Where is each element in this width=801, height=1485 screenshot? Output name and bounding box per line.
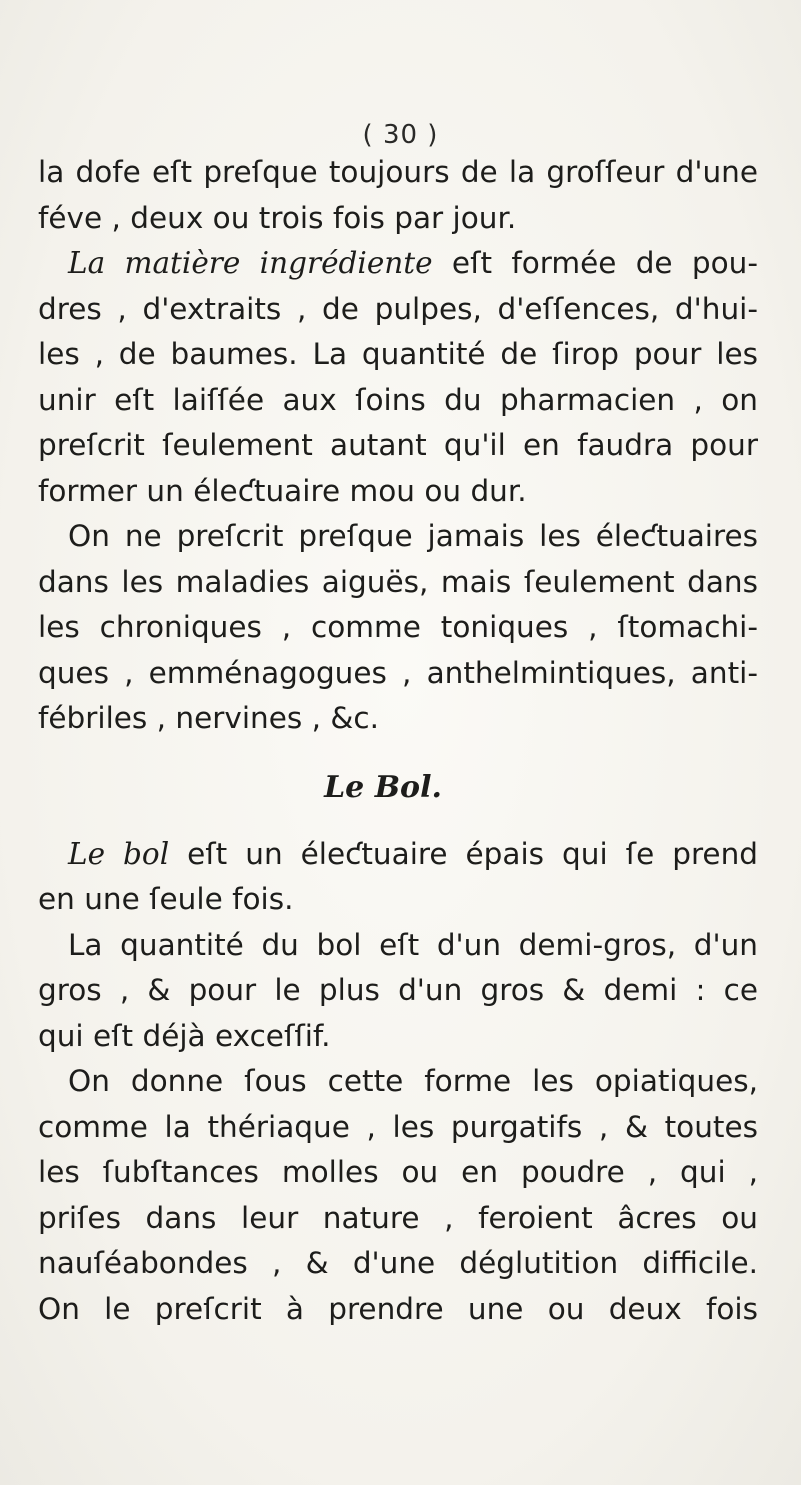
text-line: unir eſt laiſſée aux ſoins du pharmacien , on [38,382,758,417]
text-line: fébriles , nervines , &c. [38,701,380,735]
italic-term: La matière ingrédiente [68,246,433,280]
text-line: les chroniques , comme toniques , ſtomachi- [38,610,758,644]
text-line: la dofe eſt preſque toujours de la groſſeur d'une [38,155,758,189]
text-line: preſcrit ſeulement autant qu'il en faudra pour [38,428,758,462]
text-line: priſes dans leur nature , feroient âcres ou [38,1200,758,1235]
heading-spacer [38,810,758,832]
text-line: Le bol eſt un éleƈtuaire épais qui ſe prend [68,836,758,871]
italic-term: Le bol [68,836,170,871]
text-line: en une ſeule fois. [38,882,294,916]
text-line: qui eſt déjà exceſſif. [38,1018,331,1053]
text-line: ques , emménagogues , anthelmintiques, anti- [38,655,758,690]
body-text [38,150,758,1332]
text-line-italic-start: La matière ingrédiente eſt formée de pou- [68,246,758,280]
page-number: ( 30 ) [362,120,439,150]
text-line: les ſubſtances molles ou en poudre , qui , [38,1155,758,1189]
text-line: On donne ſous cette forme les opiatiques, [68,1064,758,1098]
text-line: former un éleƈtuaire mou ou dur. [38,473,527,508]
text-line: comme la thériaque , les purgatifs , & toutes [38,1109,758,1144]
text-line: On ne preſcrit preſque jamais les éleƈtuaires [68,519,758,553]
text-line: féve , deux ou trois fois par jour. [38,200,517,235]
text-line: On le preſcrit à prendre une ou deux fois [38,1291,758,1326]
text-line: La quantité du bol eſt d'un demi-gros, d'un [68,927,758,962]
section-heading: Le Bol. [324,769,442,805]
text-line: dres , d'extraits , de pulpes, d'eſſences, d'hui- [38,291,758,326]
text-line: nauſéabondes , & d'une déglutition difficile. [38,1246,758,1280]
text-line: gros , & pour le plus d'un gros & demi : ce [38,973,758,1007]
text-line: les , de baumes. La quantité de ſirop pour les [38,337,758,371]
text-line: dans les maladies aiguës, mais ſeulement dans [38,564,758,599]
